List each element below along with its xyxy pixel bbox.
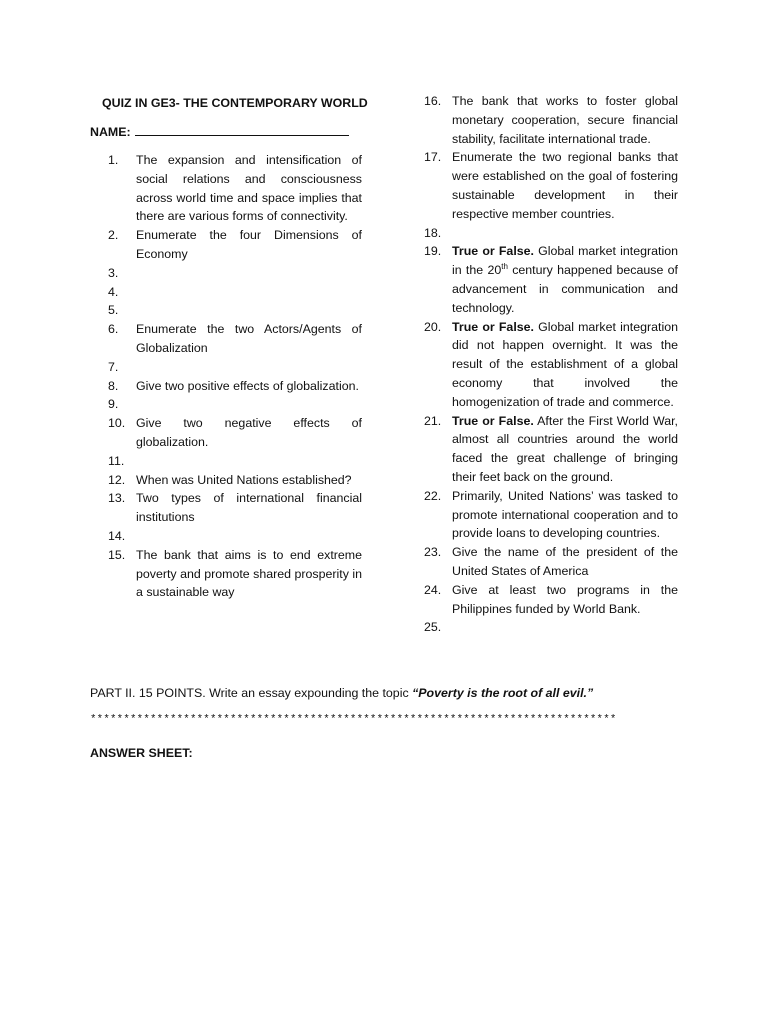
question-text: Give at least two programs in the Philippines funded by World Bank. [452, 582, 678, 616]
question-text [136, 264, 362, 283]
question-text: Primarily, United Nations’ was tasked to promote international cooperation and to provide loans to developing countries. [452, 488, 678, 541]
question-item [108, 264, 362, 283]
question-number: 19. [424, 244, 442, 259]
question-text [452, 224, 678, 243]
question-number: 15. [108, 547, 126, 562]
question-text [452, 412, 678, 487]
question-item [108, 377, 362, 396]
question-text [136, 301, 362, 320]
question-item [108, 151, 362, 226]
question-number: 9. [108, 397, 119, 412]
question-body: After the First World War, almost all countries around the world faced the great challenge of bringing their feet back on the ground. [452, 413, 678, 484]
question-number: 1. [108, 153, 119, 167]
true-false-label: True or False. [452, 319, 534, 334]
question-item [424, 487, 678, 543]
question-number: 10. [108, 416, 126, 431]
left-question-column [108, 151, 362, 602]
question-item [108, 358, 362, 377]
question-number: 4. [108, 284, 119, 299]
quiz-title: QUIZ IN GE3- THE CONTEMPORARY WORLD [102, 96, 368, 110]
question-text-post: century happened because of advancement in communication and technology. [452, 263, 678, 315]
question-item [424, 412, 678, 487]
question-number: 8. [108, 378, 119, 393]
question-number: 11. [108, 453, 125, 468]
question-text: The bank that aims is to end extreme poverty and promote shared prosperity in a sustainable way [136, 547, 362, 600]
question-item [424, 543, 678, 581]
question-item [424, 581, 678, 619]
name-field [90, 123, 349, 139]
question-item [108, 320, 362, 358]
question-text [136, 283, 362, 302]
question-text: Two types of international financial institutions [136, 491, 362, 525]
question-number: 16. [424, 94, 442, 108]
question-number: 5. [108, 303, 119, 318]
question-text [452, 318, 678, 412]
part-two-text: PART II. 15 POINTS. Write an essay expounding the topic [90, 686, 413, 700]
question-item [108, 414, 362, 452]
question-text [136, 395, 362, 414]
essay-topic: “Poverty is the root of all evil.” [412, 686, 594, 700]
question-number: 18. [424, 225, 442, 240]
true-false-label: True or False. [452, 413, 534, 428]
question-text [136, 358, 362, 377]
question-item [424, 92, 678, 148]
question-text: Enumerate the two Actors/Agents of Globalization [136, 322, 362, 355]
question-number: 14. [108, 528, 126, 543]
question-item [108, 301, 362, 320]
question-text-pre: Global market integration in the 20 [452, 244, 678, 278]
question-text: Give two negative effects of globalization. [136, 416, 362, 449]
question-text [136, 452, 362, 471]
question-text: Enumerate the two regional banks that were established on the goal of fostering sustainable development in their respective member countries. [452, 150, 678, 221]
question-text: Enumerate the four Dimensions of Economy [136, 228, 362, 261]
question-number: 22. [424, 488, 442, 503]
question-number: 20. [424, 319, 442, 334]
question-item [108, 546, 362, 602]
answer-sheet-heading: ANSWER SHEET: [90, 746, 193, 760]
question-number: 6. [108, 322, 119, 337]
ordinal-suffix: th [501, 262, 508, 272]
question-number: 13. [108, 491, 126, 506]
question-item [108, 489, 362, 527]
question-body: Global market integration did not happen overnight. It was the result of the establishment of a global economy that involved the homogenization of trade and commerce. [452, 319, 678, 409]
question-item [424, 618, 678, 637]
question-number: 24. [424, 582, 442, 597]
question-number: 21. [424, 413, 442, 428]
question-text: When was United Nations established? [136, 472, 352, 487]
question-text: Give the name of the president of the United States of America [452, 545, 678, 578]
part-two-instructions [90, 686, 593, 700]
question-item [108, 527, 362, 546]
question-number: 2. [108, 228, 119, 243]
question-item [424, 242, 678, 317]
true-false-label: True or False. [452, 244, 534, 259]
separator-line: ******************************************************************************* [90, 714, 617, 726]
name-label: NAME: [90, 125, 131, 139]
question-item [108, 283, 362, 302]
right-question-column [424, 92, 678, 637]
question-number: 17. [424, 150, 442, 165]
question-text [452, 242, 678, 317]
question-item [424, 224, 678, 243]
question-text: The bank that works to foster global monetary cooperation, secure financial stability, facilitate international trade. [452, 94, 678, 146]
question-number: 23. [424, 545, 442, 560]
question-item [424, 148, 678, 223]
question-text [136, 527, 362, 546]
question-item [424, 318, 678, 412]
question-text [452, 618, 678, 637]
question-item [108, 471, 362, 490]
question-number: 3. [108, 265, 119, 280]
question-item [108, 226, 362, 264]
question-number: 25. [424, 620, 442, 635]
question-item [108, 395, 362, 414]
question-text: Give two positive effects of globalization. [136, 378, 359, 393]
question-number: 12. [108, 472, 126, 487]
question-item [108, 452, 362, 471]
name-blank-line[interactable] [135, 123, 349, 136]
question-text: The expansion and intensification of social relations and consciousness across world time and space implies that there are various forms of connectivity. [136, 153, 362, 224]
question-number: 7. [108, 359, 119, 374]
